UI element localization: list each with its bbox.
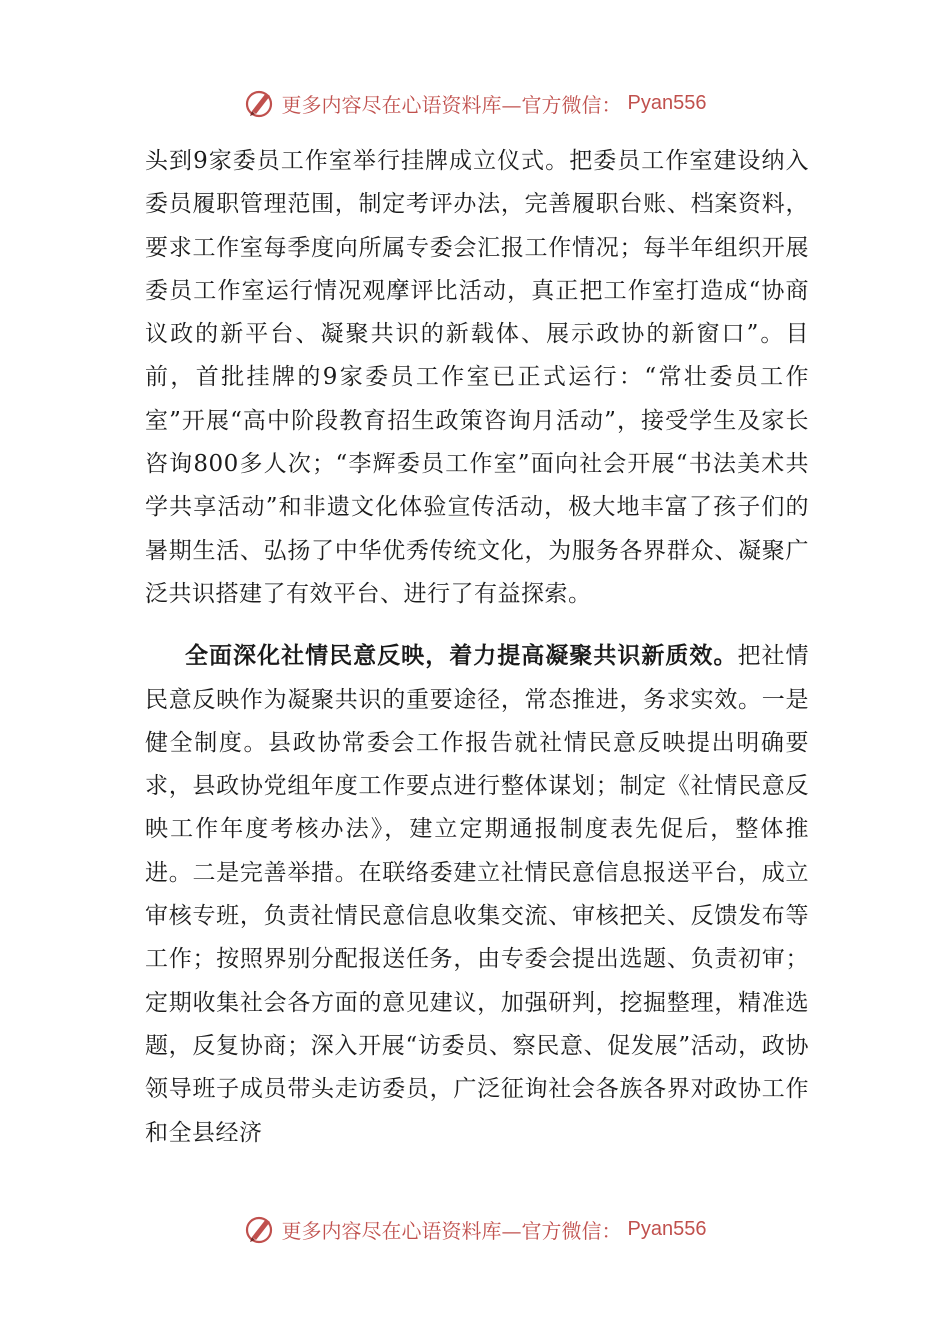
- paragraph-2-heading: 全面深化社情民意反映，着力提高凝聚共识新质效。: [185, 642, 738, 670]
- wechat-id: Pyan556: [627, 1217, 707, 1240]
- header-watermark-banner: [0, 86, 950, 120]
- pen-logo-icon: [244, 1213, 276, 1245]
- paragraph-2-text: 把社情民意反映作为凝聚共识的重要途径，常态推进，务求实效。一是健全制度。县政协常委会工作报告就社情民意反映提出明确要求，县政协党组年度工作要点进行整体谋划；制定《社情民意反映工作年度考核办法》，建立定期通报制度表先促后，整体推进。二是完善举措。在联络委建立社情民意信息报送平台，成立审核专班，负责社情民意信息收集交流、审核把关、反馈发布等工作；按照界别分配报送任务，由专委会提出选题、负责初审；定期收集社会各方面的意见建议，加强研判，挖掘整理，精准选题，反复协商；深入开展“访委员、察民意、促发展”活动，政协领导班子成员带头走访委员，广泛征询社会各族各界对政协工作和全县经济: [145, 643, 810, 1146]
- document-body: [145, 140, 809, 1155]
- paragraph-2: [145, 634, 809, 1155]
- banner-text: 更多内容尽在心语资料库—官方微信：: [281, 92, 622, 117]
- paragraph-1: 头到9家委员工作室举行挂牌成立仪式。把委员工作室建设纳入委员履职管理范围，制定考评办法，完善履职台账、档案资料，要求工作室每季度向所属专委会汇报工作情况；每半年组织开展委员工作室运行情况观摩评比活动，真正把工作室打造成“协商议政的新平台、凝聚共识的新载体、展示政协的新窗口”。目前，首批挂牌的9家委员工作室已正式运行：“常壮委员工作室”开展“高中阶段教育招生政策咨询月活动”，接受学生及家长咨询800多人次；“李辉委员工作室”面向社会开展“书法美术共学共享活动”和非遗文化体验宣传活动，极大地丰富了孩子们的暑期生活、弘扬了中华优秀传统文化，为服务各界群众、凝聚广泛共识搭建了有效平台、进行了有益探索。: [145, 148, 809, 607]
- banner-text: 更多内容尽在心语资料库—官方微信：: [281, 1218, 622, 1243]
- footer-watermark-banner: [0, 1212, 950, 1246]
- wechat-id: Pyan556: [627, 91, 707, 114]
- pen-logo-icon: [244, 87, 276, 119]
